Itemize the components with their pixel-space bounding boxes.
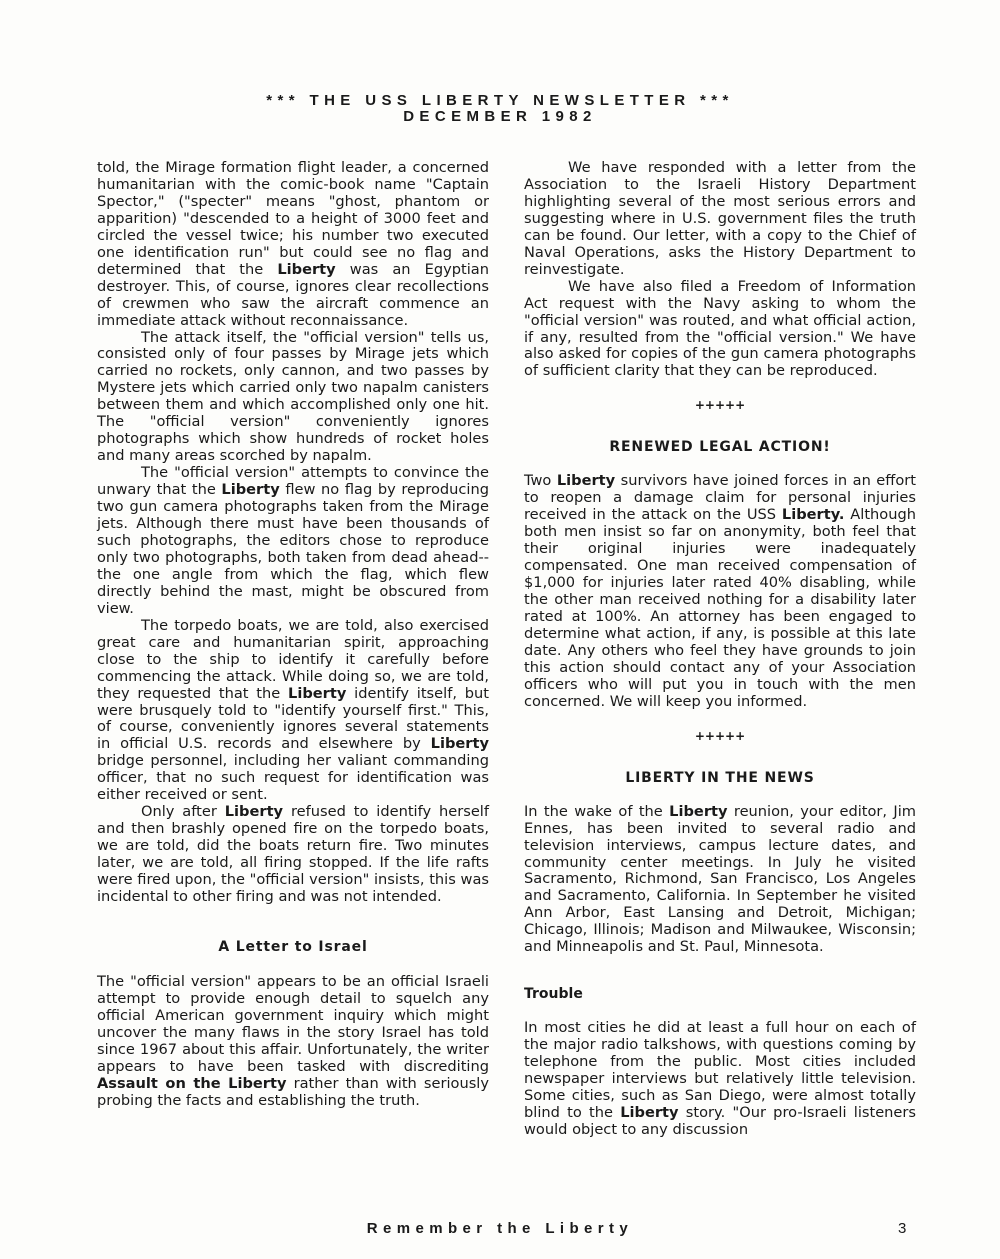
section-heading: A Letter to Israel [218,938,368,955]
footer-motto: Remember the Liberty [366,1220,634,1237]
separator: +++++ [694,398,746,413]
right-column [524,160,916,1139]
section-heading: LIBERTY IN THE NEWS [625,769,815,786]
left-column [97,160,489,1110]
newsletter-title: *** THE USS LIBERTY NEWSLETTER *** [266,92,734,109]
paragraph: The "official version" attempts to convince the unwary that the Liberty flew no flag by reproducing two gun camera photographs taken from the Mirage jets. Although there must have been thousands of such photographs, the editors chose to reproduce only two photographs, both taken from dead ahead--the one angle from which the flag, which flew directly behind the mast, might be obscured from view. [97,464,489,617]
paragraph: Only after Liberty refused to identify herself and then brashly opened fire on the torpedo boats, we are told, did the boats return fire. Two minutes later, we are told, all firing stopped. If the life rafts were fired upon, the "official version" insists, this was incidental to other firing and was not intended. [97,803,489,905]
issue-date: DECEMBER 1982 [403,108,597,125]
paragraph: told, the Mirage formation flight leader, a concerned humanitarian with the comic-book name "Captain Spector," ("specter" means "ghost, phantom or apparition) "descended to a height of 3000 feet and circled the vessel twice; his number two executed one identification run" but could see no flag and determined that the Liberty was an Egyptian destroyer. This, of course, ignores clear recollections of crewmen who saw the aircraft commence an immediate attack without reconnaissance. [97,159,489,329]
paragraph: The attack itself, the "official version" tells us, consisted only of four passes by Mirage jets which carried no rockets, only cannon, and two passes by Mystere jets which carried only two napalm canisters between them and which accomplished only one hit. The "official version" conveniently ignores photographs which show hundreds of rocket holes and many areas scorched by napalm. [97,328,489,465]
section-heading: RENEWED LEGAL ACTION! [609,439,831,456]
page-number: 3 [898,1220,907,1237]
paragraph: The "official version" appears to be an official Israeli attempt to provide enough detail to squelch any official American government inquiry which might uncover the many flaws in the story Israel has told since 1967 about this affair. Unfortunately, the writer appears to have been tasked with discrediting Assault on the Liberty rather than with seriously probing the facts and establishing the truth. [97,972,489,1109]
paragraph: The torpedo boats, we are told, also exercised great care and humanitarian spirit, approaching close to the ship to identify it carefully before commencing the attack. While doing so, we are told, they requested that the Liberty identify itself, but were brusquely told to "identify yourself first." This, of course, conveniently ignores several statements in official U.S. records and elsewhere by Liberty bridge personnel, including her valiant commanding officer, that no such request for identification was either received or sent. [97,616,489,804]
paragraph: We have responded with a letter from the Association to the Israeli History Department highlighting several of the most serious errors and suggesting where in U.S. government files the truth can be found. Our letter, with a copy to the Chief of Naval Operations, asks the History Department to reinvestigate. [524,159,916,278]
separator: +++++ [694,728,746,743]
subsection-heading: Trouble [524,986,583,1003]
paragraph: Two Liberty survivors have joined forces in an effort to reopen a damage claim for personal injuries received in the attack on the USS Liberty. Although both men insist so far on anonymity, both feel that their original injuries were inadequately compensated. One man received compensation of $1,000 for injuries later rated 40% disabling, while the other man received nothing for a disability later rated at 100%. An attorney has been engaged to determine what action, if any, is possible at this late date. Any others who feel they have grounds to join this action should contact any of your Association officers who will put you in touch with the men concerned. We will keep you informed. [524,472,916,710]
paragraph: We have also filed a Freedom of Information Act request with the Navy asking to whom the "official version" was routed, and what official action, if any, resulted from the "official version." We have also asked for copies of the gun camera photographs of sufficient clarity that they can be reproduced. [524,277,916,380]
paragraph: In the wake of the Liberty reunion, your editor, Jim Ennes, has been invited to several radio and television interviews, campus lecture dates, and community center meetings. In July he visited Sacramento, Richmond, San Francisco, Los Angeles and Sacramento, California. In September he visited Ann Arbor, East Lansing and Detroit, Michigan; Chicago, Illinois; Madison and Milwaukee, Wisconsin; and Minneapolis and St. Paul, Minnesota. [524,802,916,956]
paragraph: In most cities he did at least a full hour on each of the major radio talkshows, with questions coming by telephone from the public. Most cities included newspaper interviews but relatively little television. Some cities, such as San Diego, were almost totally blind to the Liberty story. "Our pro-Israeli listeners would object to any discussion [524,1019,917,1138]
